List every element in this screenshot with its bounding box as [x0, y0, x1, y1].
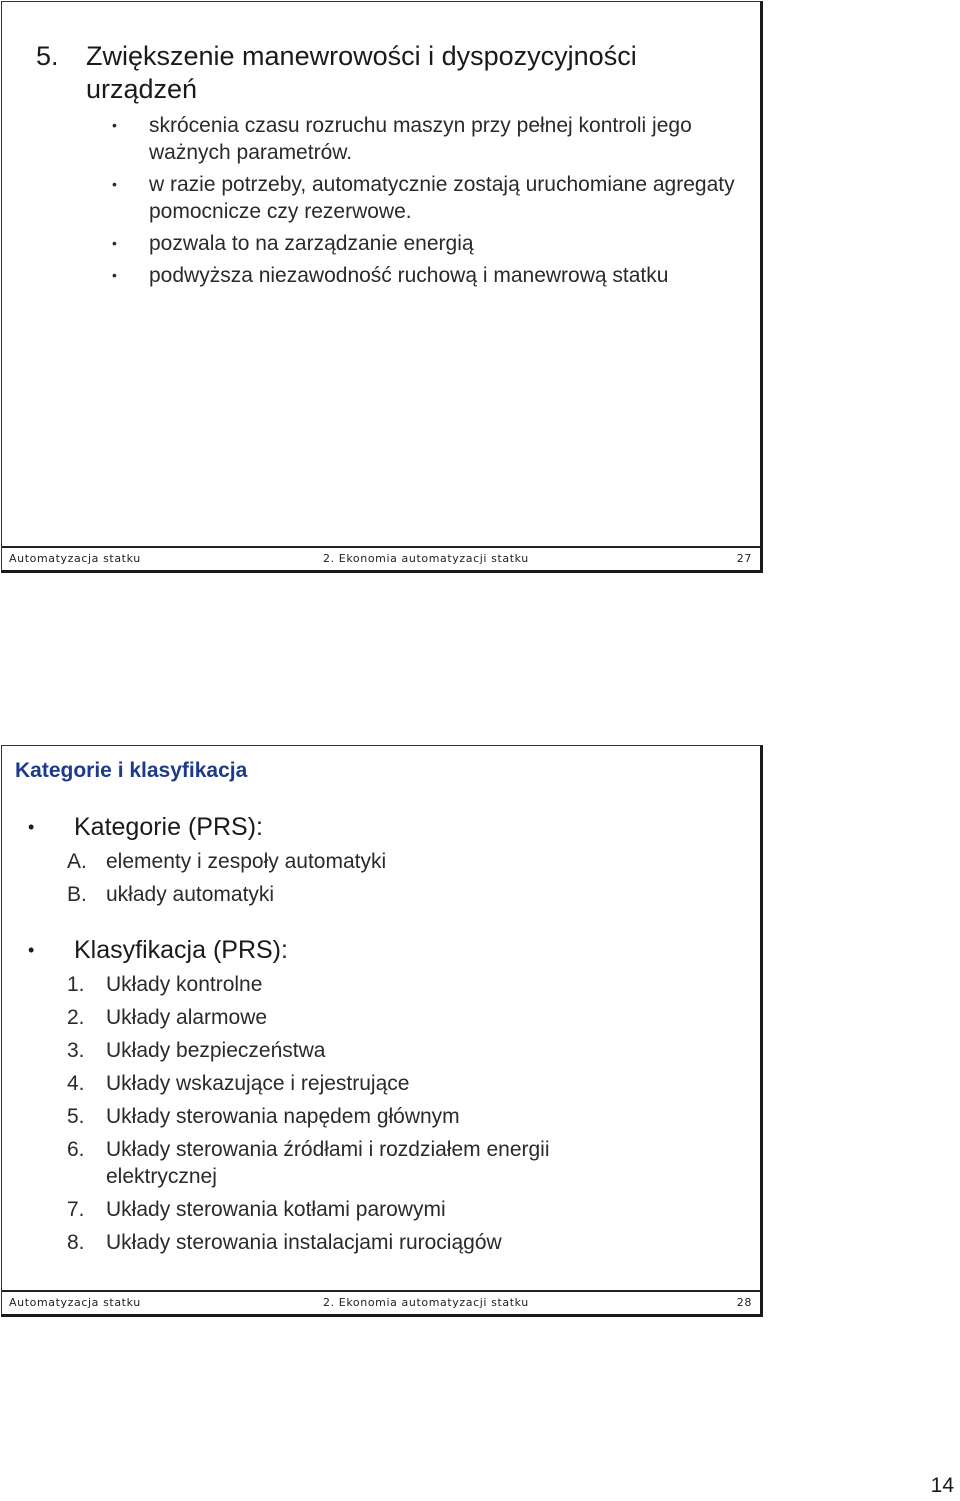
- list-item: [24, 1037, 744, 1064]
- list-marker: 3.: [67, 1039, 85, 1062]
- footer-slide-number: 28: [736, 1296, 752, 1309]
- bullet-icon: •: [112, 176, 117, 192]
- list-item-text: Układy bezpieczeństwa: [106, 1039, 326, 1062]
- footer-slide-number: 27: [736, 552, 752, 565]
- list-item: [24, 1136, 744, 1190]
- list-marker: 8.: [67, 1231, 85, 1254]
- slide-footer: [2, 1290, 760, 1314]
- classification-section: [24, 935, 744, 1262]
- bullet-list: [112, 112, 752, 294]
- category-list: [24, 848, 744, 908]
- list-marker: 1.: [67, 973, 85, 996]
- list-item-text: układy automatyki: [106, 883, 275, 906]
- bullet-icon: •: [112, 267, 117, 283]
- title-line-1: Zwiększenie manewrowości i dyspozycyjności: [86, 41, 637, 71]
- bullet-icon: •: [112, 117, 117, 133]
- slide-title: Kategorie i klasyfikacja: [15, 759, 248, 782]
- list-item-text: podwyższa niezawodność ruchową i manewrową statku: [149, 264, 669, 287]
- list-item: [24, 1103, 744, 1130]
- list-marker: A.: [67, 850, 87, 873]
- page-number: 14: [930, 1474, 954, 1497]
- list-marker: 5.: [67, 1105, 85, 1128]
- heading-text: Klasyfikacja (PRS):: [74, 936, 288, 964]
- list-item-text: Układy wskazujące i rejestrujące: [106, 1072, 410, 1095]
- list-item-text: Układy sterowania napędem głównym: [106, 1105, 460, 1128]
- list-item-text: Układy alarmowe: [106, 1006, 268, 1029]
- list-marker: B.: [67, 883, 87, 906]
- list-item: [24, 1229, 744, 1256]
- list-item-text: Układy sterowania źródłami i rozdziałem energii elektrycznej: [106, 1138, 550, 1188]
- section-heading: [24, 812, 744, 842]
- footer-chapter: 2. Ekonomia automatyzacji statku: [323, 1296, 529, 1309]
- bullet-icon: •: [112, 235, 117, 251]
- list-item: [24, 971, 744, 998]
- list-marker: 4.: [67, 1072, 85, 1095]
- section-heading: [24, 935, 744, 965]
- list-item-text: Układy sterowania kotłami parowymi: [106, 1198, 446, 1221]
- title-line-2: urządzeń: [86, 74, 198, 104]
- list-item: [24, 881, 744, 908]
- heading-text: Kategorie (PRS):: [74, 813, 263, 841]
- slide-footer: [2, 546, 760, 570]
- bullet-icon: •: [28, 817, 35, 837]
- list-marker: 7.: [67, 1198, 85, 1221]
- list-item: [24, 848, 744, 875]
- list-item-text: w razie potrzeby, automatycznie zostają uruchomiane agregaty pomocnicze czy rezerwowe.: [149, 173, 735, 223]
- list-item: [112, 230, 752, 257]
- list-item-text: Układy kontrolne: [106, 973, 263, 996]
- list-item: [112, 262, 752, 289]
- list-item: [112, 171, 752, 225]
- footer-chapter: 2. Ekonomia automatyzacji statku: [323, 552, 529, 565]
- list-marker: 6.: [67, 1138, 85, 1161]
- list-item: [24, 1196, 744, 1223]
- categories-section: [24, 812, 744, 914]
- list-marker: 2.: [67, 1006, 85, 1029]
- list-item-text: Układy sterowania instalacjami rurociągów: [106, 1231, 502, 1254]
- footer-course: Automatyzacja statku: [9, 1296, 141, 1309]
- list-item-text: elementy i zespoły automatyki: [106, 850, 387, 873]
- list-item: [112, 112, 752, 166]
- slide-title: [36, 40, 736, 106]
- classification-list: [24, 971, 744, 1256]
- list-item-text: pozwala to na zarządzanie energią: [149, 232, 474, 255]
- list-item: [24, 1004, 744, 1031]
- bullet-icon: •: [28, 940, 35, 960]
- list-item-text: skrócenia czasu rozruchu maszyn przy pełnej kontroli jego ważnych parametrów.: [149, 114, 692, 164]
- footer-course: Automatyzacja statku: [9, 552, 141, 565]
- list-item: [24, 1070, 744, 1097]
- title-number: 5.: [36, 41, 59, 71]
